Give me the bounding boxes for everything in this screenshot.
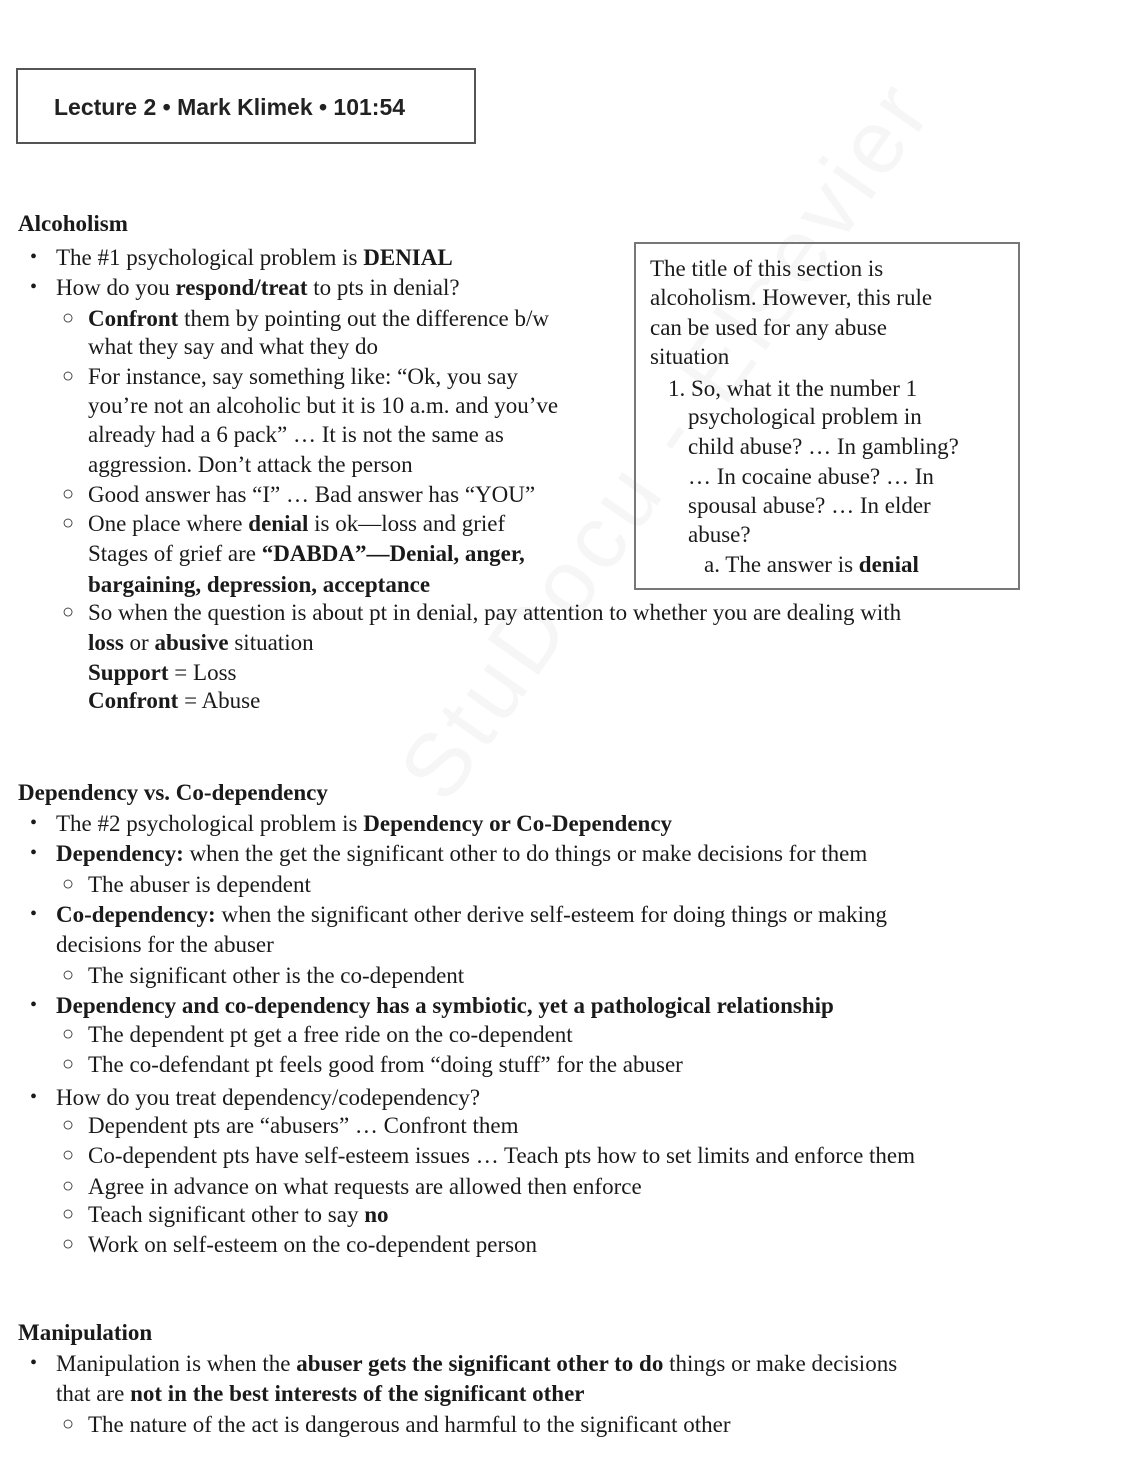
list-item: Work on self-esteem on the co-dependent person bbox=[88, 1232, 538, 1257]
bullet-icon: • bbox=[30, 1352, 38, 1374]
list-item: How do you treat dependency/codependency? bbox=[56, 1085, 481, 1110]
note-line: The title of this section is bbox=[650, 256, 884, 281]
circle-bullet-icon: ○ bbox=[62, 512, 75, 534]
note-line: situation bbox=[650, 344, 730, 369]
note-numbered-item: 1. So, what it the number 1 bbox=[668, 376, 918, 401]
side-note-box bbox=[634, 242, 1020, 590]
bullet-icon: • bbox=[30, 276, 38, 298]
bullet-icon: • bbox=[30, 812, 38, 834]
list-item: Dependent pts are “abusers” … Confront them bbox=[88, 1113, 519, 1138]
circle-bullet-icon: ○ bbox=[62, 1233, 75, 1255]
circle-bullet-icon: ○ bbox=[62, 1203, 75, 1225]
note-line: can be used for any abuse bbox=[650, 315, 887, 340]
list-item-continuation: already had a 6 pack” … It is not the same as bbox=[88, 422, 504, 447]
list-item-continuation: decisions for the abuser bbox=[56, 932, 274, 957]
list-item-continuation: Stages of grief are “DABDA”—Denial, anger, bbox=[88, 541, 525, 566]
circle-bullet-icon: ○ bbox=[62, 1144, 75, 1166]
bullet-icon: • bbox=[30, 842, 38, 864]
bullet-icon: • bbox=[30, 994, 38, 1016]
list-item-continuation: that are not in the best interests of the significant other bbox=[56, 1381, 585, 1406]
list-item: Teach significant other to say no bbox=[88, 1202, 389, 1227]
list-item: Confront them by pointing out the difference b/w bbox=[88, 306, 549, 331]
note-line: abuse? bbox=[688, 522, 751, 547]
list-item: Co-dependency: when the significant other derive self-esteem for doing things or making bbox=[56, 902, 888, 927]
list-item: So when the question is about pt in denial, pay attention to whether you are dealing with bbox=[88, 600, 902, 625]
circle-bullet-icon: ○ bbox=[62, 1413, 75, 1435]
lecture-header bbox=[16, 68, 476, 144]
bullet-icon: • bbox=[30, 1086, 38, 1108]
note-line: child abuse? … In gambling? bbox=[688, 434, 959, 459]
list-item: Good answer has “I” … Bad answer has “YOU” bbox=[88, 482, 536, 507]
circle-bullet-icon: ○ bbox=[62, 307, 75, 329]
list-item-continuation: bargaining, depression, acceptance bbox=[88, 572, 431, 597]
list-item: The nature of the act is dangerous and harmful to the significant other bbox=[88, 1412, 731, 1437]
note-line: spousal abuse? … In elder bbox=[688, 493, 931, 518]
bullet-icon: • bbox=[30, 246, 38, 268]
circle-bullet-icon: ○ bbox=[62, 601, 75, 623]
support-rule: Support = Loss bbox=[88, 660, 237, 685]
note-line: psychological problem in bbox=[688, 404, 922, 429]
list-item: Dependency and co-dependency has a symbiotic, yet a pathological relationship bbox=[56, 993, 834, 1018]
list-item: The abuser is dependent bbox=[88, 872, 311, 897]
bullet-icon: • bbox=[30, 903, 38, 925]
lecture-title: Lecture 2 • Mark Klimek • 101:54 bbox=[54, 94, 406, 120]
note-line: alcoholism. However, this rule bbox=[650, 285, 933, 310]
confront-rule: Confront = Abuse bbox=[88, 688, 261, 713]
circle-bullet-icon: ○ bbox=[62, 1023, 75, 1045]
section-heading-manipulation: Manipulation bbox=[18, 1320, 153, 1345]
circle-bullet-icon: ○ bbox=[62, 1114, 75, 1136]
list-item: Co-dependent pts have self-esteem issues … Teach pts how to set limits and enforce them bbox=[88, 1143, 916, 1168]
list-item: Agree in advance on what requests are allowed then enforce bbox=[88, 1174, 642, 1199]
section-heading-dependency: Dependency vs. Co-dependency bbox=[18, 780, 328, 805]
list-item-continuation: what they say and what they do bbox=[88, 334, 378, 359]
note-line: … In cocaine abuse? … In bbox=[688, 464, 934, 489]
list-item-continuation: loss or abusive situation bbox=[88, 630, 314, 655]
circle-bullet-icon: ○ bbox=[62, 1053, 75, 1075]
list-item: For instance, say something like: “Ok, you say bbox=[88, 364, 518, 389]
note-answer: a. The answer is denial bbox=[704, 552, 919, 577]
list-item: One place where denial is ok—loss and grief bbox=[88, 511, 506, 536]
list-item: The #2 psychological problem is Dependency or Co-Dependency bbox=[56, 811, 673, 836]
list-item: The #1 psychological problem is DENIAL bbox=[56, 245, 453, 270]
circle-bullet-icon: ○ bbox=[62, 873, 75, 895]
section-heading-alcoholism: Alcoholism bbox=[18, 211, 128, 236]
circle-bullet-icon: ○ bbox=[62, 365, 75, 387]
list-item-continuation: aggression. Don’t attack the person bbox=[88, 452, 413, 477]
circle-bullet-icon: ○ bbox=[62, 1175, 75, 1197]
list-item: The co-defendant pt feels good from “doing stuff” for the abuser bbox=[88, 1052, 683, 1077]
list-item: The dependent pt get a free ride on the co-dependent bbox=[88, 1022, 573, 1047]
circle-bullet-icon: ○ bbox=[62, 964, 75, 986]
list-item: Dependency: when the get the significant other to do things or make decisions for them bbox=[56, 841, 868, 866]
list-item: Manipulation is when the abuser gets the significant other to do things or make decisions bbox=[56, 1351, 898, 1376]
list-item: How do you respond/treat to pts in denial? bbox=[56, 275, 460, 300]
list-item: The significant other is the co-dependent bbox=[88, 963, 465, 988]
list-item-continuation: you’re not an alcoholic but it is 10 a.m. and you’ve bbox=[88, 393, 559, 418]
circle-bullet-icon: ○ bbox=[62, 483, 75, 505]
